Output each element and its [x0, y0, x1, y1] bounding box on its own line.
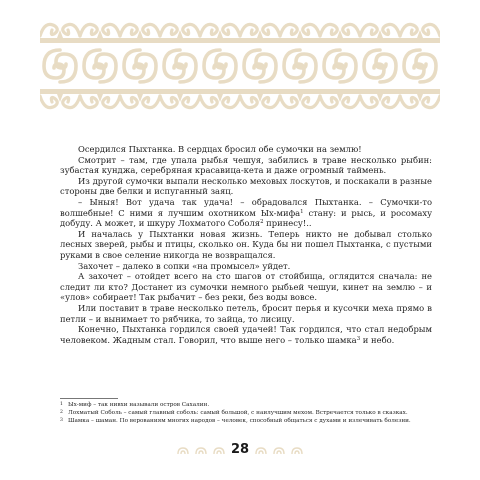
page-footer — [0, 440, 480, 464]
page-number: 28 — [230, 442, 250, 457]
text-run: стану: и рысь, и росомаху добуду. А может, и шкуру Лохматого Соболя — [60, 207, 432, 229]
footer-ornament-icon — [212, 446, 226, 456]
footnote-ref: 2 — [260, 219, 264, 226]
footer-ornament-icon — [290, 446, 304, 456]
footer-ornament-icon — [272, 446, 286, 456]
paragraph — [60, 324, 432, 345]
footnote-ref: 1 — [300, 208, 304, 215]
footnote-text: Лохматый Соболь – самый главный соболь: самый большой, с наилучшим мехом. Встречается только в сказках. — [68, 409, 408, 416]
footer-ornament-icon — [194, 446, 208, 456]
footnote — [60, 410, 432, 417]
text-run: Конечно, Пыхтанка гордился своей удачей! Так гордился, что стал недобрым человеком. Жадным стал. Говорил, что выше него – только шамка — [60, 324, 432, 345]
footnote-text: Ых-миф – так нивхи называли остров Сахалин. — [68, 402, 210, 408]
paragraph — [60, 197, 432, 229]
footnote — [60, 402, 432, 409]
paragraph — [60, 155, 432, 176]
paragraph — [60, 303, 432, 324]
story-text — [60, 144, 432, 345]
text-run: Осердился Пыхтанка. В сердцах бросил обе сумочки на землю! — [78, 144, 362, 154]
footnote-number: 1 — [60, 402, 63, 407]
text-run: И началась у Пыхтанки новая жизнь. Теперь никто не добывал столько лесных зверей, рыбы и птицы, сколько он. Куда бы ни пошел Пыхтанка, с пустыми руками в свое селение никогда не возвращался. — [60, 228, 432, 260]
text-run: – Ыныя! Вот удача так удача! – обрадовался Пыхтанка. – Сумочки-то волшебные! С ними я лучшим охотником Ых-мифа — [60, 196, 432, 218]
footer-ornament-icon — [254, 446, 268, 456]
text-run: А захочет – отойдет всего на сто шагов от стойбища, оглядится сначала: не следит ли кто? Достанет из сумочки немного рыбьей чешуи, кинет на землю – и «улов» собирает! Так рыбачит – без реки, без воды вовсе. — [60, 271, 432, 303]
footer-ornament-icon — [176, 446, 190, 456]
text-run: Захочет – далеко в сопки «на промысел» уйдет. — [78, 260, 291, 271]
paragraph — [60, 176, 432, 197]
footnote-ref: 3 — [356, 335, 361, 342]
text-run: Или поставит в траве несколько петель, бросит перья и кусочки меха прямо в петли – и вынимает то рябчика, то зайца, то лисицу. — [60, 302, 432, 324]
footnote-number: 3 — [60, 417, 63, 423]
footnote-divider — [60, 398, 118, 399]
footnote-number: 2 — [60, 409, 63, 415]
text-run: и небо. — [360, 334, 395, 345]
text-run: принесу!.. — [263, 218, 312, 229]
decorative-ornament-band — [40, 16, 440, 116]
paragraph — [60, 229, 432, 261]
footnote — [60, 418, 432, 425]
paragraph — [60, 261, 432, 272]
paragraph — [60, 271, 432, 303]
paragraph — [60, 144, 432, 155]
text-run: Смотрит – там, где упала рыбья чешуя, забились в траве несколько рыбин: зубастая кунджа, серебряная красавица-кета и даже огромный таймень. — [60, 154, 432, 176]
footnote-text: Шамка – шаман. По верованиям многих народов – человек, способный общаться с духами и излечивать болезни. — [68, 417, 411, 424]
footnotes — [60, 402, 432, 425]
text-run: Из другой сумочки выпали несколько меховых лоскутов, и поскакали в разные стороны две белки и испуганный заяц. — [60, 175, 432, 197]
